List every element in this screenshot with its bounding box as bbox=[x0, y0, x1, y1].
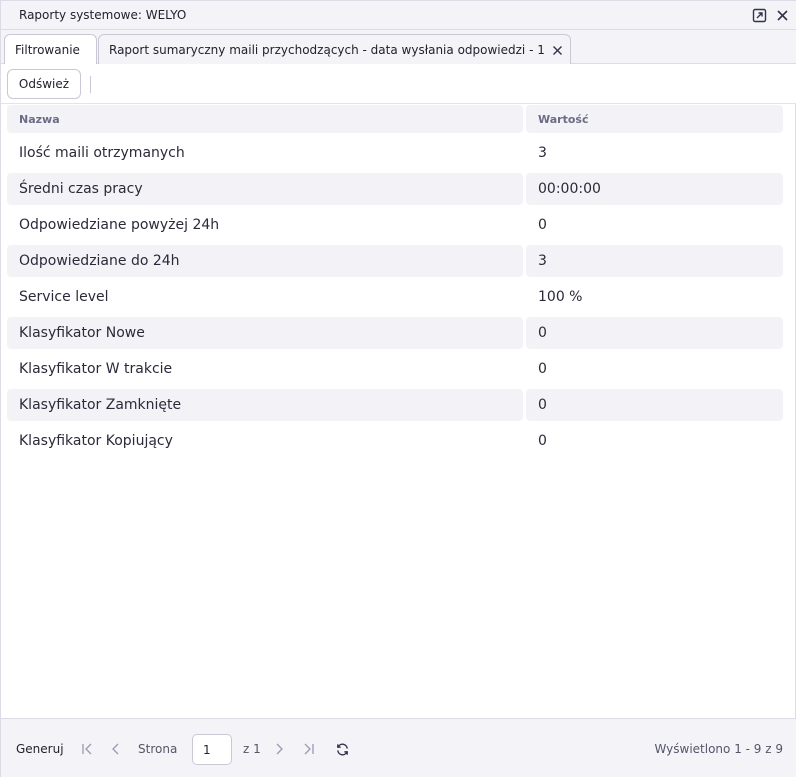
next-page-icon[interactable] bbox=[270, 719, 288, 777]
table-row[interactable] bbox=[7, 209, 783, 241]
row-value: 3 bbox=[538, 145, 547, 161]
table-row[interactable] bbox=[7, 245, 783, 277]
tab-label: Filtrowanie bbox=[15, 43, 80, 57]
row-value: 0 bbox=[526, 317, 783, 349]
report-grid bbox=[7, 105, 783, 461]
page-count: z 1 bbox=[243, 742, 261, 756]
table-row[interactable] bbox=[7, 173, 783, 205]
close-icon[interactable] bbox=[550, 43, 564, 57]
row-name: Klasyfikator Kopiujący bbox=[19, 433, 173, 449]
row-name: Odpowiedziane do 24h bbox=[7, 245, 523, 277]
column-header-name[interactable]: Nazwa bbox=[7, 105, 523, 133]
column-header-value[interactable]: Wartość bbox=[526, 105, 783, 133]
row-value: 0 bbox=[538, 217, 547, 233]
row-value: 00:00:00 bbox=[526, 173, 783, 205]
popout-icon[interactable] bbox=[750, 6, 768, 24]
table-row[interactable] bbox=[7, 353, 783, 385]
row-name: Klasyfikator Zamknięte bbox=[7, 389, 523, 421]
table-row[interactable] bbox=[7, 389, 783, 421]
window-title: Raporty systemowe: WELYO bbox=[19, 8, 187, 22]
page-number-input[interactable] bbox=[192, 734, 232, 765]
pagination-footer bbox=[1, 718, 796, 777]
grid-header bbox=[7, 105, 783, 133]
title-bar bbox=[1, 1, 796, 30]
row-name: Odpowiedziane powyżej 24h bbox=[19, 217, 220, 233]
toolbar bbox=[1, 64, 796, 104]
prev-page-icon[interactable] bbox=[107, 719, 125, 777]
row-name: Klasyfikator Nowe bbox=[7, 317, 523, 349]
close-icon[interactable] bbox=[773, 6, 791, 24]
refresh-icon[interactable] bbox=[332, 719, 352, 777]
records-summary: Wyświetlono 1 - 9 z 9 bbox=[654, 742, 783, 756]
table-row[interactable] bbox=[7, 137, 783, 169]
toolbar-divider bbox=[90, 76, 91, 93]
generate-button[interactable]: Generuj bbox=[16, 742, 64, 756]
row-name: Średni czas pracy bbox=[7, 173, 523, 205]
tab-filtering[interactable] bbox=[4, 34, 97, 65]
row-name: Ilość maili otrzymanych bbox=[19, 145, 185, 161]
row-value: 3 bbox=[526, 245, 783, 277]
row-value: 0 bbox=[538, 433, 547, 449]
first-page-icon[interactable] bbox=[78, 719, 96, 777]
row-value: 0 bbox=[538, 361, 547, 377]
row-value: 0 bbox=[526, 389, 783, 421]
page-label: Strona bbox=[138, 742, 178, 756]
refresh-button[interactable]: Odśwież bbox=[7, 69, 81, 99]
row-name: Service level bbox=[19, 289, 109, 305]
table-row[interactable] bbox=[7, 425, 783, 457]
tab-label: Raport sumaryczny maili przychodzących - data wysłania odpowiedzi - 1 bbox=[109, 42, 545, 57]
table-row[interactable] bbox=[7, 281, 783, 313]
tab-bar bbox=[1, 30, 796, 64]
tab-report[interactable] bbox=[98, 34, 571, 64]
row-value: 100 % bbox=[538, 289, 583, 305]
table-row[interactable] bbox=[7, 317, 783, 349]
last-page-icon[interactable] bbox=[300, 719, 318, 777]
row-name: Klasyfikator W trakcie bbox=[19, 361, 173, 377]
